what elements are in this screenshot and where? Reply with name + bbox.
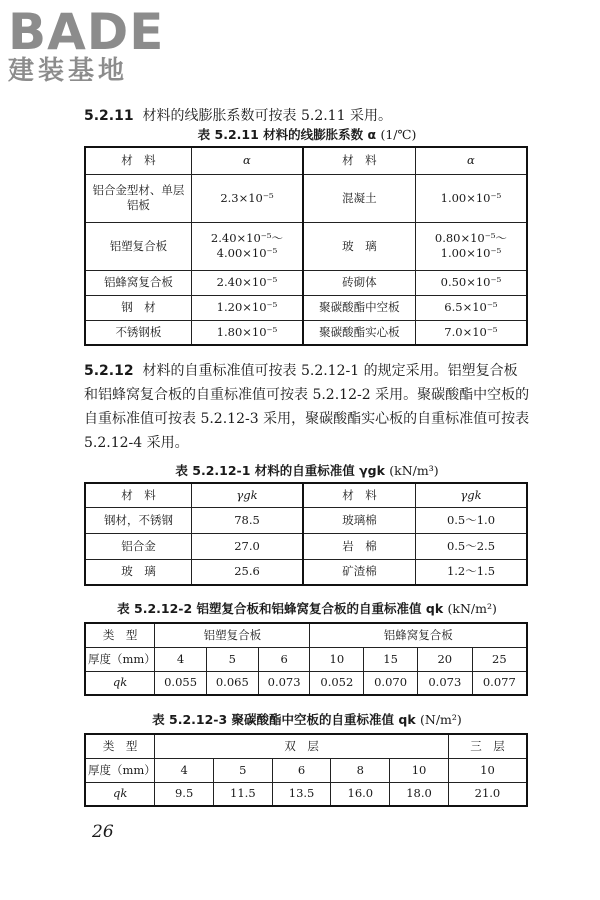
table-cell: 5 [206,647,258,671]
caption-unit: (N/m²) [420,712,462,727]
page-number: 26 [92,822,114,842]
header-cell: γgk [192,483,304,507]
table-cell: 0.073 [417,671,472,695]
table-cell: 7.0×10⁻⁵ [415,320,527,345]
table-cell: 13.5 [272,782,331,806]
table-cell: 1.80×10⁻⁵ [191,320,303,345]
table-5-2-11-caption [84,126,530,144]
table-row [85,559,527,585]
table-cell: 9.5 [155,782,214,806]
table-cell: 聚碳酸酯实心板 [303,320,415,345]
table-header-row [85,734,527,758]
table-5-2-12-1-caption [84,462,530,480]
table-cell: 20 [417,647,472,671]
table-row [85,222,527,270]
table-cell: 4 [155,647,207,671]
table-row [85,270,527,295]
table-row [85,647,527,671]
header-cell: 材 料 [303,483,415,507]
header-cell: 类 型 [85,734,155,758]
clause-text: 材料的线膨胀系数可按表 5.2.11 采用。 [142,108,392,124]
table-cell: 钢 材 [85,295,191,320]
header-cell: γgk [416,483,528,507]
caption-title: 表 5.2.12-1 材料的自重标准值 γgk [175,463,385,478]
table-cell: 0.070 [364,671,418,695]
caption-unit: (kN/m²) [447,601,497,616]
header-cell: α [191,147,303,174]
logo-subtitle: 建装基地 [8,56,129,86]
table-cell: 10 [310,647,364,671]
table-cell: 6.5×10⁻⁵ [415,295,527,320]
table-row [85,174,527,222]
table-cell: 2.40×10⁻⁵ [191,270,303,295]
table-cell: 聚碳酸酯中空板 [303,295,415,320]
table-cell: 玻璃棉 [303,507,415,533]
table-cell: 铝塑复合板 [85,222,191,270]
table-cell: 21.0 [448,782,527,806]
table-header-row [85,483,527,507]
row-label: qk [85,671,155,695]
table-5-2-12-2-caption [84,600,530,618]
table-5-2-12-3-caption [84,711,530,729]
header-cell: 三 层 [448,734,527,758]
table-cell: 0.073 [258,671,310,695]
table-cell: 78.5 [192,507,304,533]
table-cell: 16.0 [331,782,390,806]
row-label: qk [85,782,155,806]
header-cell: α [415,147,527,174]
clause-number: 5.2.11 [84,108,134,124]
table-cell: 27.0 [192,533,304,559]
caption-unit: (kN/m³) [389,463,439,478]
table-cell: 8 [331,758,390,782]
header-cell: 铝蜂窝复合板 [310,623,527,647]
row-label: 厚度（mm） [85,647,155,671]
caption-title: 表 5.2.12-3 聚碳酸酯中空板的自重标准值 qk [152,712,416,727]
header-cell: 铝塑复合板 [155,623,310,647]
table-cell: 1.2～1.5 [416,559,528,585]
table-cell: 铝蜂窝复合板 [85,270,191,295]
header-cell: 材 料 [85,483,192,507]
table-cell: 0.5～2.5 [416,533,528,559]
table-row [85,295,527,320]
header-cell: 材 料 [85,147,191,174]
caption-title: 表 5.2.12-2 铝塑复合板和铝蜂窝复合板的自重标准值 qk [117,601,444,616]
caption-unit: (1/℃) [380,127,417,142]
clause-number: 5.2.12 [84,363,134,379]
table-row [85,782,527,806]
clause-text: 材料的自重标准值可按表 5.2.12-1 的规定采用。铝塑复合板和铝蜂窝复合板的自重标准值可按表 5.2.12-2 采用。聚碳酸酯中空板的自重标准值可按表 5.2.12-3 采用，聚碳酸酯实心板的自重标准值可按表 5.2.12-4 采用。 [84,363,530,451]
table-cell: 铝合金型材、单层铝板 [85,174,191,222]
table-header-row [85,147,527,174]
table-cell: 岩 棉 [303,533,415,559]
table-cell: 玻 璃 [303,222,415,270]
table-cell: 5 [213,758,272,782]
table-cell: 钢材，不锈钢 [85,507,192,533]
table-cell: 10 [390,758,449,782]
table-cell: 砖砌体 [303,270,415,295]
table-header-row [85,623,527,647]
table-cell: 25 [472,647,527,671]
logo-wordmark: BADE [8,3,165,61]
header-cell: 双 层 [155,734,449,758]
table-row [85,507,527,533]
table-cell: 0.052 [310,671,364,695]
table-cell: 0.80×10⁻⁵～1.00×10⁻⁵ [415,222,527,270]
table-5-2-12-1 [84,482,528,586]
table-cell: 0.065 [206,671,258,695]
table-row [85,671,527,695]
table-cell: 25.6 [192,559,304,585]
clause-5-2-12 [84,359,530,455]
table-cell: 18.0 [390,782,449,806]
table-cell: 2.3×10⁻⁵ [191,174,303,222]
caption-title: 表 5.2.11 材料的线膨胀系数 α [197,127,377,142]
header-cell: 类 型 [85,623,155,647]
table-5-2-12-3 [84,733,528,807]
row-label: 厚度（mm） [85,758,155,782]
table-cell: 矿渣棉 [303,559,415,585]
clause-5-2-11 [84,104,530,128]
table-row [85,533,527,559]
table-cell: 11.5 [213,782,272,806]
table-5-2-11 [84,146,528,346]
table-cell: 10 [448,758,527,782]
table-cell: 0.077 [472,671,527,695]
table-cell: 1.20×10⁻⁵ [191,295,303,320]
table-5-2-12-2 [84,622,528,696]
table-cell: 4 [155,758,214,782]
table-cell: 铝合金 [85,533,192,559]
table-cell: 0.055 [155,671,207,695]
table-cell: 6 [272,758,331,782]
table-cell: 混凝土 [303,174,415,222]
table-row [85,758,527,782]
header-cell: 材 料 [303,147,415,174]
table-row [85,320,527,345]
table-cell: 1.00×10⁻⁵ [415,174,527,222]
brand-logo [6,4,182,90]
table-cell: 6 [258,647,310,671]
table-cell: 2.40×10⁻⁵～4.00×10⁻⁵ [191,222,303,270]
table-cell: 不锈钢板 [85,320,191,345]
table-cell: 15 [364,647,418,671]
table-cell: 0.5～1.0 [416,507,528,533]
table-cell: 0.50×10⁻⁵ [415,270,527,295]
table-cell: 玻 璃 [85,559,192,585]
